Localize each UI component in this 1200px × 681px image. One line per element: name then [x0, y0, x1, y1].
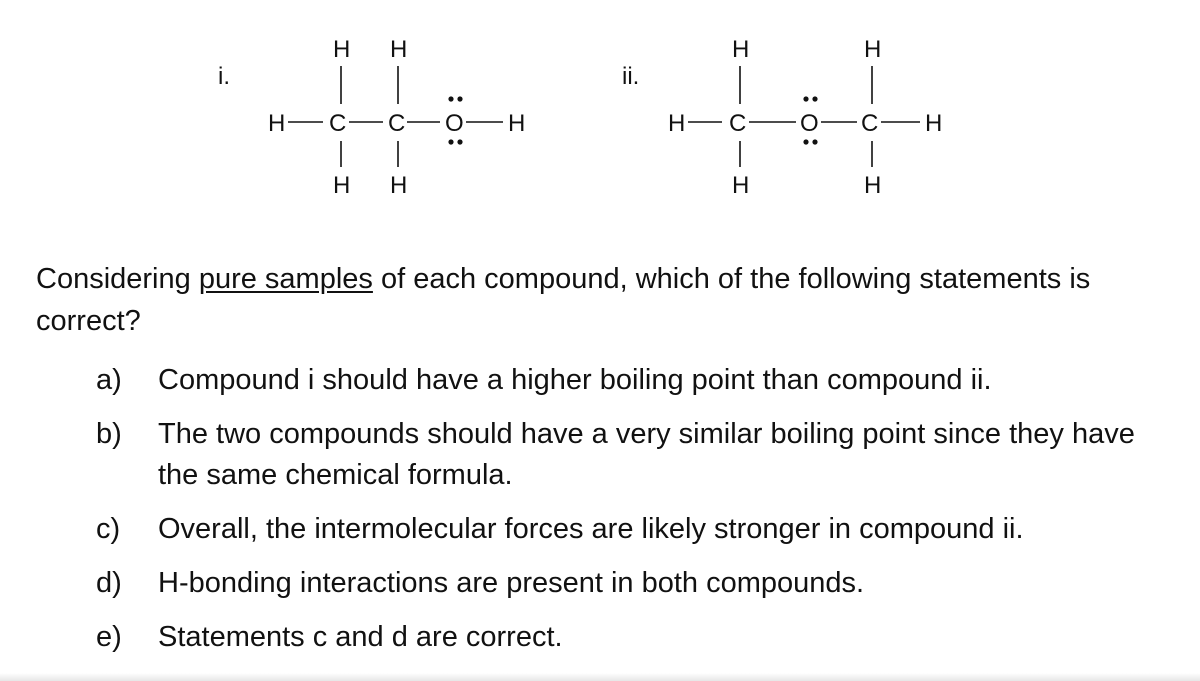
lone-pair-dot	[812, 96, 817, 101]
atom-c: C	[388, 110, 406, 137]
answer-options	[96, 360, 1196, 671]
compound-ii-structure	[622, 36, 942, 199]
atom-h: H	[925, 110, 943, 137]
option-a	[96, 360, 1196, 401]
option-letter: a)	[96, 364, 122, 396]
atom-h: H	[732, 36, 750, 63]
option-b	[96, 414, 1196, 496]
lone-pair-dot	[457, 96, 462, 101]
atom-h: H	[390, 36, 408, 63]
atom-c: C	[329, 110, 347, 137]
atom-h: H	[333, 172, 351, 199]
compound-i-label: i.	[218, 63, 230, 90]
option-text: H-bonding interactions are present in both compounds.	[158, 567, 865, 599]
lone-pair-dot	[803, 96, 808, 101]
atom-o: O	[800, 110, 819, 137]
option-text: Compound i should have a higher boiling point than compound ii.	[158, 364, 992, 396]
atom-h: H	[864, 172, 882, 199]
option-letter: d)	[96, 567, 122, 599]
lone-pair-dot	[812, 139, 817, 144]
lone-pair-dot	[448, 96, 453, 101]
atom-h: H	[390, 172, 408, 199]
atom-c: C	[729, 110, 747, 137]
lone-pair-dot	[803, 139, 808, 144]
option-text: Statements c and d are correct.	[158, 621, 563, 653]
atom-c: C	[861, 110, 879, 137]
structures-area	[0, 0, 1200, 240]
atom-h: H	[333, 36, 351, 63]
option-d	[96, 563, 1196, 604]
atom-o: O	[445, 110, 464, 137]
question-prefix: Considering	[36, 263, 199, 295]
option-letter: c)	[96, 513, 121, 545]
atom-h: H	[668, 110, 686, 137]
option-letter: e)	[96, 621, 122, 653]
option-text: The two compounds should have a very similar boiling point since they have the same chemical formula.	[158, 418, 1135, 491]
compound-i-structure	[218, 36, 525, 199]
option-e	[96, 617, 1196, 658]
question-suffix: of each compound, which of the following statements is correct?	[36, 263, 1091, 337]
question-underlined: pure samples	[198, 263, 373, 295]
question-text	[36, 258, 1156, 342]
atom-h: H	[864, 36, 882, 63]
option-letter: b)	[96, 418, 122, 450]
option-text: Overall, the intermolecular forces are likely stronger in compound ii.	[158, 513, 1024, 545]
compound-ii-label: ii.	[622, 63, 640, 90]
lone-pair-dot	[448, 139, 453, 144]
atom-h: H	[508, 110, 526, 137]
atom-h: H	[268, 110, 286, 137]
lone-pair-dot	[457, 139, 462, 144]
atom-h: H	[732, 172, 750, 199]
option-c	[96, 509, 1196, 550]
structural-formulas	[0, 0, 1200, 240]
bottom-edge-shade	[0, 673, 1200, 681]
